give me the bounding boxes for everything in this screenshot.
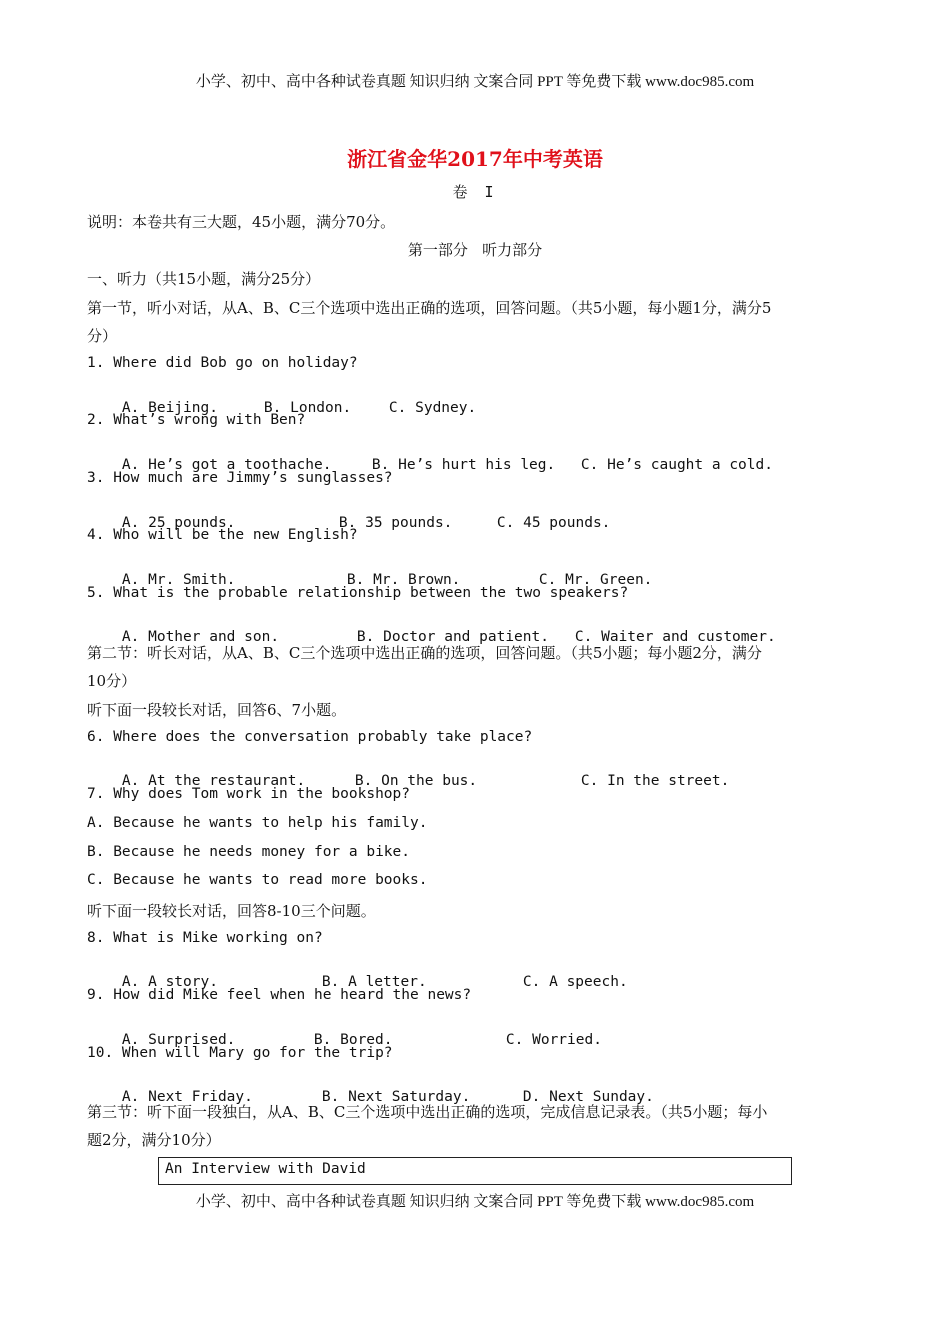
question-10: 10. When will Mary go for the trip?	[87, 1045, 393, 1061]
question-9: 9. How did Mike feel when he heard the news?	[87, 987, 472, 1003]
option-b: B. Because he needs money for a bike.	[87, 844, 411, 860]
option-c: C. Because he wants to read more books.	[87, 872, 428, 888]
option-b: B. A letter.	[321, 974, 427, 990]
question-4: 4. Who will be the new English?	[87, 527, 358, 543]
paper-label: 卷 I	[452, 183, 498, 201]
question-7: 7. Why does Tom work in the bookshop?	[87, 786, 411, 802]
option-d: D. Next Sunday.	[522, 1089, 654, 1105]
option-c: C. 45 pounds.	[496, 515, 611, 531]
option-c: C. He’s caught a cold.	[580, 457, 773, 473]
question-2: 2. What’s wrong with Ben?	[87, 412, 306, 428]
option-c: C. Mr. Green.	[538, 572, 653, 588]
option-a: A. Mother and son.	[121, 629, 280, 645]
exam-title: 浙江省金华2017年中考英语	[347, 147, 603, 171]
option-a: A. A story.	[121, 974, 218, 990]
option-a: A. Mr. Smith.	[121, 572, 236, 588]
option-b: B. Bored.	[313, 1032, 393, 1048]
option-b: B. He’s hurt his leg.	[371, 457, 556, 473]
option-a: A. He’s got a toothache.	[121, 457, 332, 473]
option-a: A. 25 pounds.	[121, 515, 236, 531]
option-b: B. Next Saturday.	[321, 1089, 471, 1105]
question-3: 3. How much are Jimmy’s sunglasses?	[87, 470, 393, 486]
option-b: B. Doctor and patient.	[356, 629, 549, 645]
option-a: A. Surprised.	[121, 1032, 236, 1048]
page-footer: 小学、初中、高中各种试卷真题 知识归纳 文案合同 PPT 等免费下载 www.doc985.com	[195, 1194, 755, 1210]
info-record-table	[158, 1157, 792, 1185]
option-c: C. Waiter and customer.	[574, 629, 776, 645]
section1-instruction: 第一节，听小对话，从A、B、C三个选项中选出正确的选项，回答问题。（共5小题，每小题1分，满分5	[87, 299, 772, 317]
question-5: 5. What is the probable relationship between the two speakers?	[87, 585, 629, 601]
option-c: C. Sydney.	[388, 400, 477, 416]
option-b: B. London.	[263, 400, 352, 416]
section2-instruction-cont: 10分）	[87, 672, 137, 690]
table-caption: An Interview with David	[165, 1161, 366, 1177]
section-heading: 一、听力（共15小题，满分25分）	[87, 270, 321, 288]
exam-intro: 说明：本卷共有三大题，45小题，满分70分。	[87, 213, 396, 231]
dialogue-intro-8-10: 听下面一段较长对话，回答8-10三个问题。	[87, 902, 376, 920]
section3-instruction-cont: 题2分，满分10分）	[87, 1131, 221, 1149]
option-c: C. A speech.	[522, 974, 628, 990]
option-b: B. 35 pounds.	[338, 515, 453, 531]
question-6: 6. Where does the conversation probably take place?	[87, 729, 533, 745]
dialogue-intro-6-7: 听下面一段较长对话，回答6、7小题。	[87, 701, 347, 719]
option-a: A. Because he wants to help his family.	[87, 815, 428, 831]
page-header: 小学、初中、高中各种试卷真题 知识归纳 文案合同 PPT 等免费下载 www.doc985.com	[195, 74, 755, 90]
option-a: A. Next Friday.	[121, 1089, 253, 1105]
option-b: B. On the bus.	[354, 773, 478, 789]
option-c: C. In the street.	[580, 773, 730, 789]
section1-instruction-cont: 分）	[87, 327, 118, 345]
section2-instruction: 第二节：听长对话，从A、B、C三个选项中选出正确的选项，回答问题。（共5小题；每小题2分，满分	[87, 644, 762, 662]
section3-instruction: 第三节：听下面一段独白，从A、B、C三个选项中选出正确的选项，完成信息记录表。（共5小题；每小	[87, 1103, 768, 1121]
question-1: 1. Where did Bob go on holiday?	[87, 355, 358, 371]
option-c: C. Worried.	[505, 1032, 602, 1048]
option-b: B. Mr. Brown.	[346, 572, 461, 588]
part-title: 第一部分 听力部分	[407, 241, 543, 259]
option-a: A. At the restaurant.	[121, 773, 306, 789]
option-a: A. Beijing.	[121, 400, 218, 416]
question-8: 8. What is Mike working on?	[87, 930, 323, 946]
